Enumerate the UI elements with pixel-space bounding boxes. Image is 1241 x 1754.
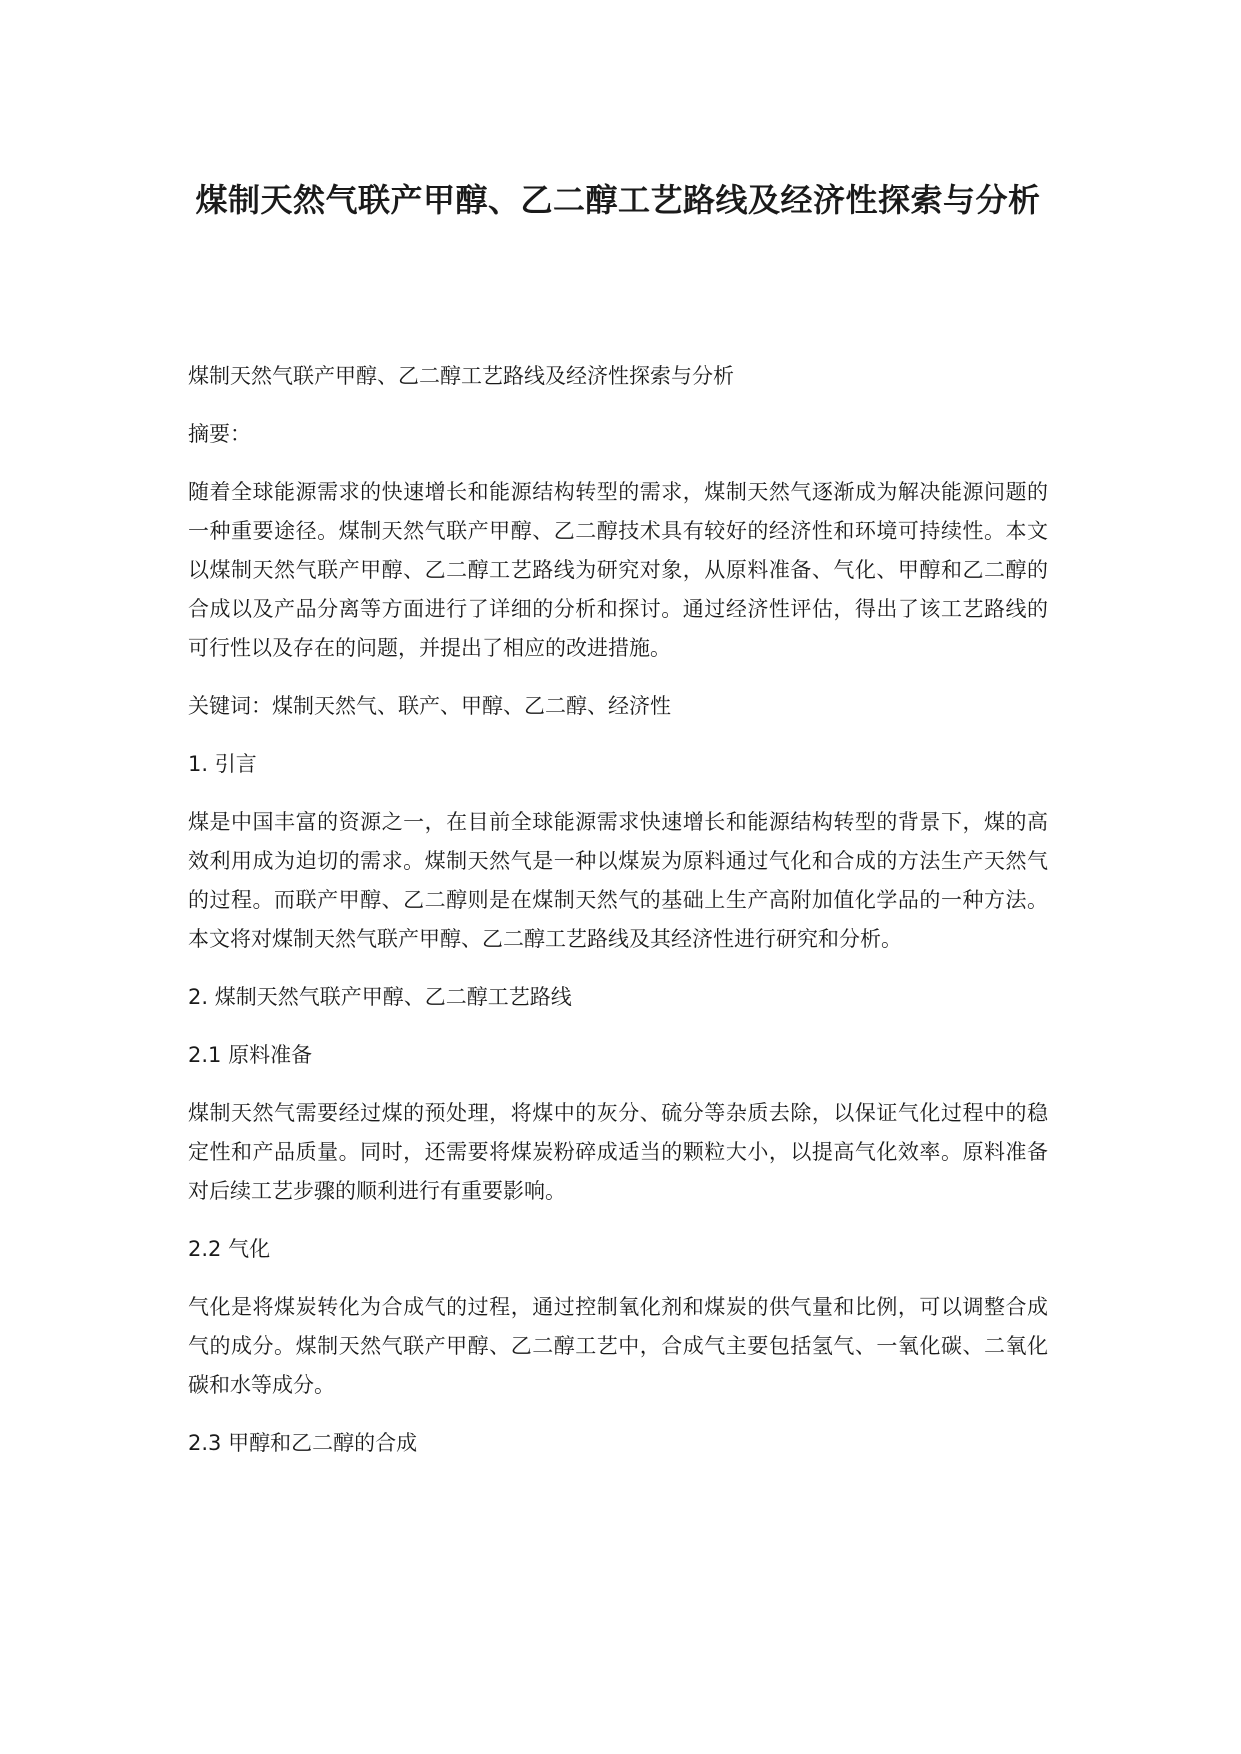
subsection-heading-gasification: 2.2 气化	[188, 1237, 271, 1261]
subsection-heading-synthesis: 2.3 甲醇和乙二醇的合成	[188, 1431, 418, 1455]
abstract-paragraph: 随着全球能源需求的快速增长和能源结构转型的需求，煤制天然气逐渐成为解决能源问题的一种重要途径。煤制天然气联产甲醇、乙二醇技术具有较好的经济性和环境可持续性。本文以煤制天然气联产甲醇、乙二醇工艺路线为研究对象，从原料准备、气化、甲醇和乙二醇的合成以及产品分离等方面进行了详细的分析和探讨。通过经济性评估，得出了该工艺路线的可行性以及存在的问题，并提出了相应的改进措施。	[188, 480, 1048, 660]
introduction-paragraph: 煤是中国丰富的资源之一，在目前全球能源需求快速增长和能源结构转型的背景下，煤的高效利用成为迫切的需求。煤制天然气是一种以煤炭为原料通过气化和合成的方法生产天然气的过程。而联产甲醇、乙二醇则是在煤制天然气的基础上生产高附加值化学品的一种方法。本文将对煤制天然气联产甲醇、乙二醇工艺路线及其经济性进行研究和分析。	[188, 810, 1048, 951]
raw-material-paragraph: 煤制天然气需要经过煤的预处理，将煤中的灰分、硫分等杂质去除，以保证气化过程中的稳定性和产品质量。同时，还需要将煤炭粉碎成适当的颗粒大小，以提高气化效率。原料准备对后续工艺步骤的顺利进行有重要影响。	[188, 1101, 1048, 1203]
document-subtitle: 煤制天然气联产甲醇、乙二醇工艺路线及经济性探索与分析	[188, 364, 734, 388]
section-heading-process-route: 2. 煤制天然气联产甲醇、乙二醇工艺路线	[188, 985, 572, 1009]
subsection-heading-raw-material: 2.1 原料准备	[188, 1043, 313, 1067]
document-title: 煤制天然气联产甲醇、乙二醇工艺路线及经济性探索与分析	[195, 181, 1041, 219]
document-body	[188, 357, 1048, 1482]
keywords-line: 关键词：煤制天然气、联产、甲醇、乙二醇、经济性	[188, 694, 671, 718]
section-heading-introduction: 1. 引言	[188, 752, 257, 776]
gasification-paragraph: 气化是将煤炭转化为合成气的过程，通过控制氧化剂和煤炭的供气量和比例，可以调整合成气的成分。煤制天然气联产甲醇、乙二醇工艺中，合成气主要包括氢气、一氧化碳、二氧化碳和水等成分。	[188, 1295, 1048, 1397]
abstract-label: 摘要：	[188, 422, 251, 446]
